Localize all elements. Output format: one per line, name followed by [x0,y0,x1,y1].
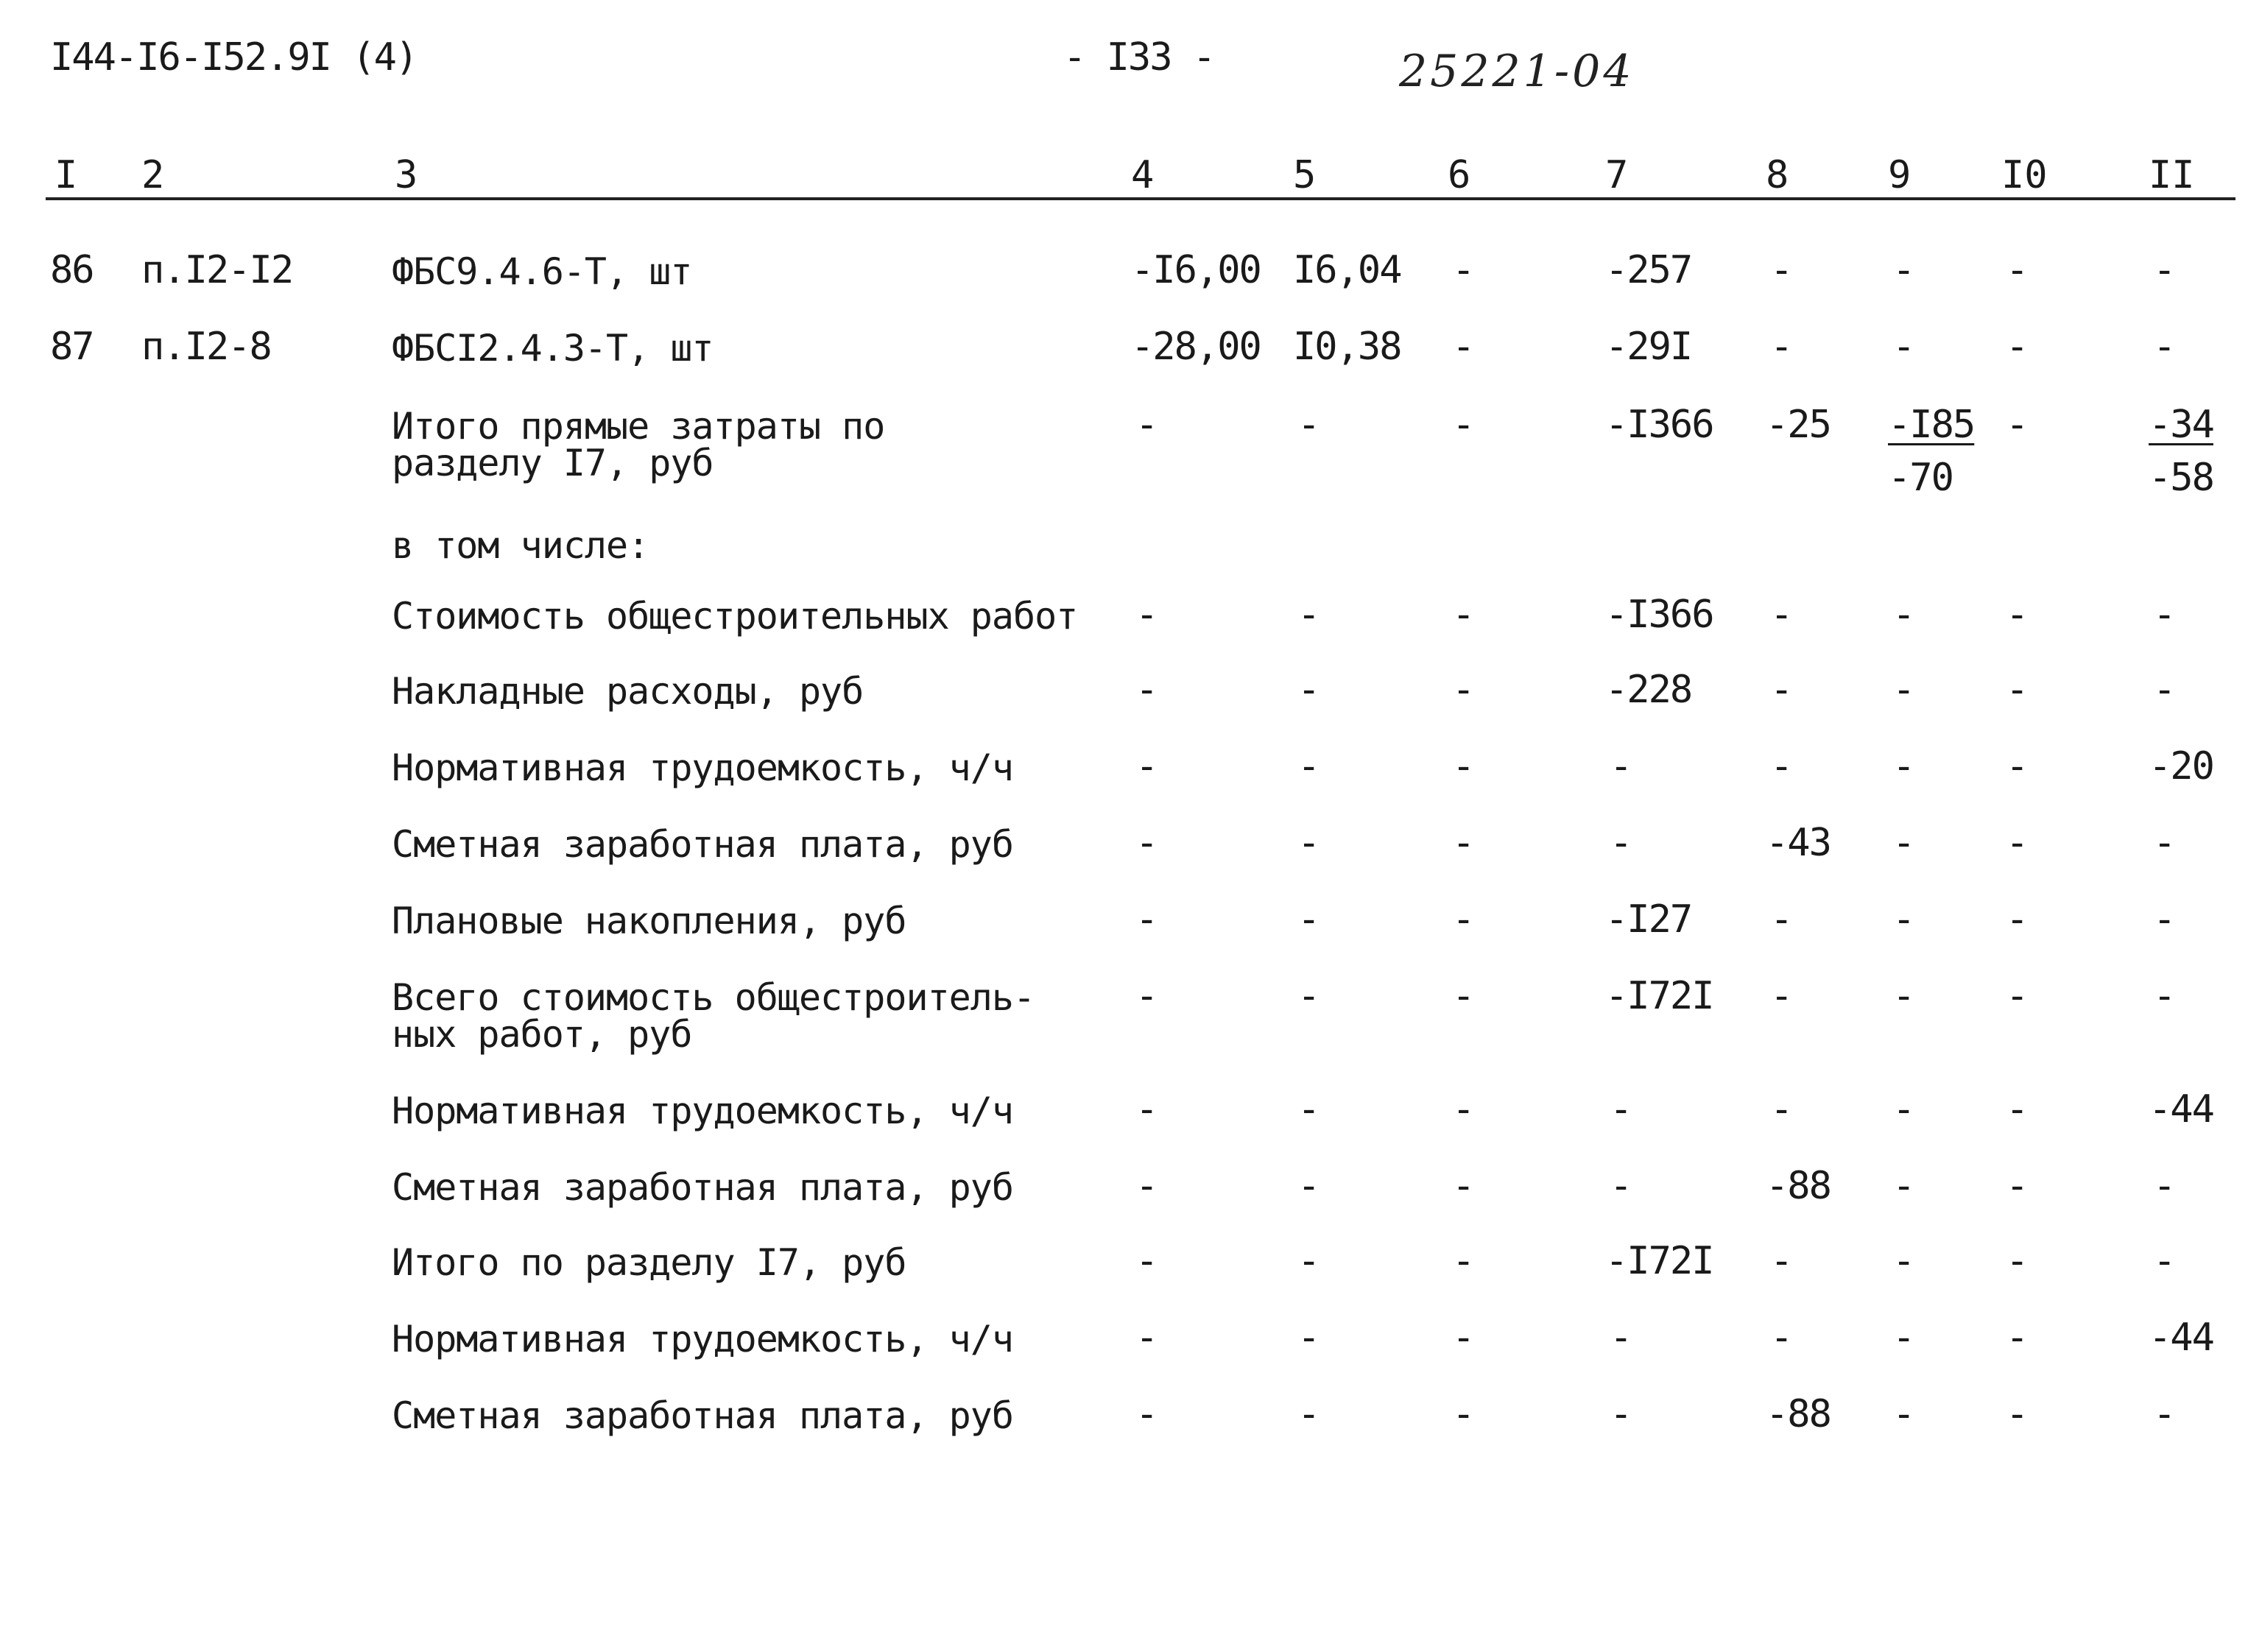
cell-c6: - [1452,1239,1474,1283]
cell-c4: - [1135,1087,1158,1132]
column-header-8: 8 [1766,153,1789,197]
column-header-6: 6 [1448,153,1471,197]
cell-c9: - [1892,1239,1914,1283]
cell-c7: -I27 [1605,897,1692,942]
cell-c9: - [1892,1164,1914,1208]
cell-c7: - [1610,744,1632,788]
column-header-5: 5 [1293,153,1317,197]
cell-c4: - [1135,593,1158,637]
row-description: Сметная заработная плата, руб [392,1166,1013,1209]
row-description: Стоимость общестроительных работ [392,595,1078,638]
cell-c7: -257 [1605,248,1692,292]
cell-c9: -I85 [1888,403,1975,447]
cell-c1: 86 [50,248,94,292]
cell-c9: - [1892,1392,1914,1436]
cell-c6: - [1452,248,1474,292]
cell-c11: - [2153,593,2175,637]
cell-c6: - [1452,974,1474,1018]
cell-c10: - [2006,821,2028,865]
cell-c7: -I72I [1605,974,1713,1018]
cell-c11: - [2153,974,2175,1018]
column-header-2: 2 [141,153,165,197]
cell-c5: I6,04 [1293,248,1401,292]
cell-c7: -228 [1605,668,1692,712]
cell-c10: - [2006,593,2028,637]
header-divider [46,197,2235,200]
column-header-1: I [54,153,78,197]
cell-c11: - [2153,821,2175,865]
cell-c7: - [1610,1392,1632,1436]
cell-c11: - [2153,1164,2175,1208]
cell-c7: - [1610,1087,1632,1132]
cell-c6: - [1452,593,1474,637]
column-header-7: 7 [1605,153,1629,197]
cell-c11b: -58 [2149,456,2213,500]
cell-c6: - [1452,1316,1474,1360]
cell-c8: - [1770,974,1792,1018]
row-description: ных работ, руб [392,1013,692,1056]
column-header-11: II [2149,153,2195,197]
document-number: I44-I6-I52.9I (4) [50,35,417,80]
cell-c11: - [2153,248,2175,292]
page-number: - I33 - [1063,35,1215,80]
row-description: Нормативная трудоемкость, ч/ч [392,746,1013,789]
cell-c11: -20 [2149,744,2213,788]
cell-c8: - [1770,1316,1792,1360]
cell-c9: - [1892,593,1914,637]
row-description: Нормативная трудоемкость, ч/ч [392,1318,1013,1360]
cell-c9: - [1892,325,1914,369]
cell-c8: -25 [1766,403,1831,447]
cell-c6: - [1452,1087,1474,1132]
cell-c10: - [2006,248,2028,292]
row-description: Сметная заработная плата, руб [392,823,1013,866]
cell-c8: - [1770,325,1792,369]
cell-c5: - [1297,668,1320,712]
row-description: разделу I7, руб [392,442,714,484]
cell-c4: -28,00 [1131,325,1261,369]
cell-c9: - [1892,744,1914,788]
cell-c5: - [1297,1239,1320,1283]
cell-c4: - [1135,1392,1158,1436]
cell-c4: - [1135,1164,1158,1208]
cell-c10: - [2006,325,2028,369]
row-description: в том числе: [392,524,649,567]
cell-c4: - [1135,744,1158,788]
cell-c4: - [1135,974,1158,1018]
row-description: Итого по разделу I7, руб [392,1241,906,1284]
cell-c2: п.I2-8 [141,325,271,369]
cell-c9: - [1892,974,1914,1018]
cell-c10: - [2006,744,2028,788]
cell-c10: - [2006,1087,2028,1132]
cell-c1: 87 [50,325,94,369]
cell-c8: - [1770,668,1792,712]
cell-c7: - [1610,1316,1632,1360]
cell-c10: - [2006,1316,2028,1360]
column-header-10: I0 [2001,153,2048,197]
cell-c4: -I6,00 [1131,248,1261,292]
column-header-3: 3 [395,153,418,197]
cell-c4: - [1135,897,1158,942]
cell-c7: -I72I [1605,1239,1713,1283]
cell-c11: - [2153,1239,2175,1283]
cell-c6: - [1452,1164,1474,1208]
cell-c8: - [1770,248,1792,292]
cell-c4: - [1135,1239,1158,1283]
cell-c9: - [1892,897,1914,942]
cell-c5: - [1297,593,1320,637]
cell-c5: - [1297,1087,1320,1132]
cell-c10: - [2006,1239,2028,1283]
cell-c7: - [1610,1164,1632,1208]
cell-c4: - [1135,668,1158,712]
cell-c6: - [1452,403,1474,447]
cell-c5: - [1297,821,1320,865]
cell-c11: -44 [2149,1316,2213,1360]
cell-c7: -29I [1605,325,1692,369]
cell-c8: - [1770,897,1792,942]
cell-c9: - [1892,1316,1914,1360]
cell-c6: - [1452,897,1474,942]
cell-c5: - [1297,403,1320,447]
column-header-9: 9 [1888,153,1912,197]
row-description: ФБСI2.4.3-Т, шт [392,327,714,370]
cell-c10: - [2006,1164,2028,1208]
row-description: Сметная заработная плата, руб [392,1394,1013,1437]
cell-c11: -34 [2149,403,2213,447]
cell-c6: - [1452,744,1474,788]
cell-c4: - [1135,403,1158,447]
cell-c9: - [1892,248,1914,292]
row-description: Плановые накопления, руб [392,900,906,942]
cell-c6: - [1452,1392,1474,1436]
handwritten-stamp-number: 25221-04 [1399,46,1635,97]
cell-c4: - [1135,1316,1158,1360]
cell-c8: -88 [1766,1392,1831,1436]
cell-c5: - [1297,1316,1320,1360]
cell-c7: -I366 [1605,403,1713,447]
cell-c6: - [1452,325,1474,369]
cell-c6: - [1452,668,1474,712]
cell-c10: - [2006,1392,2028,1436]
cell-c7: - [1610,821,1632,865]
row-description: ФБС9.4.6-Т, шт [392,250,692,293]
cell-c9b: -70 [1888,456,1953,500]
cell-c9: - [1892,1087,1914,1132]
cell-c10: - [2006,403,2028,447]
cell-c10: - [2006,668,2028,712]
cell-c9: - [1892,668,1914,712]
cell-c11: - [2153,1392,2175,1436]
cell-c11: -44 [2149,1087,2213,1132]
cell-c5: - [1297,897,1320,942]
cell-c11: - [2153,897,2175,942]
cell-c5: - [1297,744,1320,788]
cell-c8: - [1770,1087,1792,1132]
cell-c4: - [1135,821,1158,865]
cell-c8: -43 [1766,821,1831,865]
cell-c9: - [1892,821,1914,865]
cell-c10: - [2006,974,2028,1018]
cell-c7: -I366 [1605,593,1713,637]
column-header-4: 4 [1131,153,1155,197]
cell-c2: п.I2-I2 [141,248,293,292]
cell-c6: - [1452,821,1474,865]
row-description: Накладные расходы, руб [392,670,864,713]
cell-c8: - [1770,744,1792,788]
cell-c8: -88 [1766,1164,1831,1208]
cell-c8: - [1770,593,1792,637]
row-description: Всего стоимость общестроитель- [392,976,1035,1019]
cell-c11: - [2153,325,2175,369]
cell-c5: - [1297,974,1320,1018]
cell-c11: - [2153,668,2175,712]
cell-c10: - [2006,897,2028,942]
cell-c5: - [1297,1392,1320,1436]
row-description: Итого прямые затраты по [392,405,885,448]
cell-c8: - [1770,1239,1792,1283]
cell-c5: I0,38 [1293,325,1401,369]
row-description: Нормативная трудоемкость, ч/ч [392,1090,1013,1132]
cell-c5: - [1297,1164,1320,1208]
